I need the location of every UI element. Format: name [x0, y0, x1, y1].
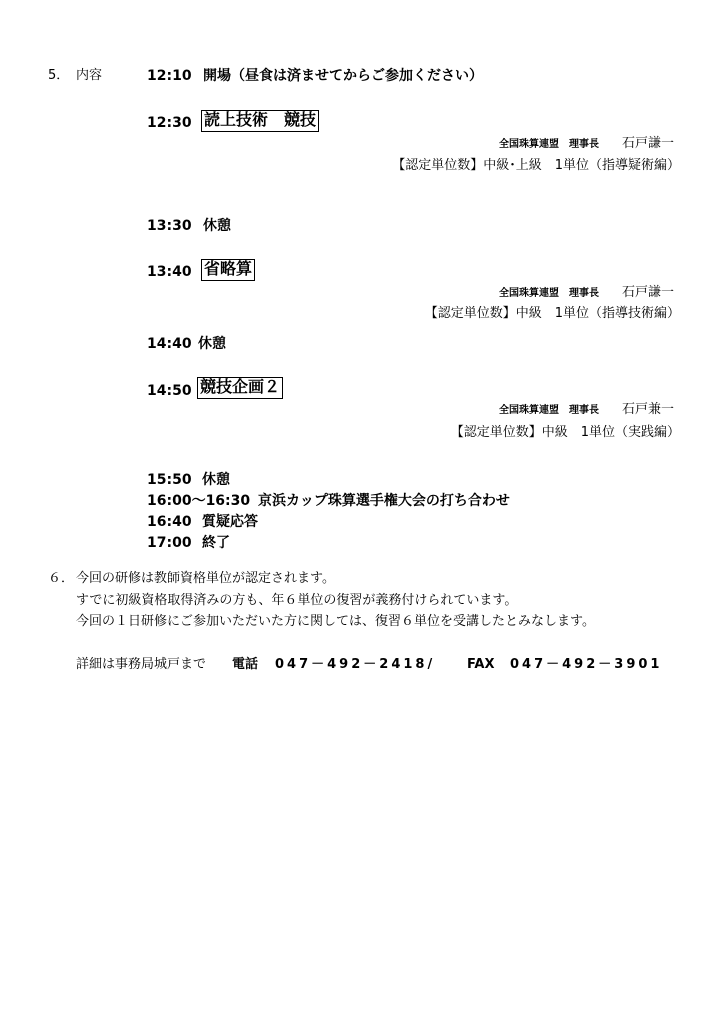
- section-line: すでに初級資格取得済みの方も、年６単位の復習が義務付けられています。: [76, 593, 518, 608]
- closing-time: 17:00: [147, 535, 192, 551]
- section-line: 今回の研修は教師資格単位が認定されます。: [76, 571, 335, 586]
- closing-label: 終了: [202, 535, 230, 551]
- section-label: 内容: [76, 68, 103, 83]
- section-number: 5．: [48, 68, 70, 83]
- contact-intro: 詳細は事務局城戸まで: [76, 657, 207, 672]
- closing-label: 質疑応答: [202, 514, 258, 530]
- session-title: 競技企画２: [197, 377, 283, 399]
- session-title-box: [201, 110, 319, 132]
- session-credit: 【認定単位数】中級 1単位（指導技術編）: [424, 306, 680, 321]
- opening-time: 12:10: [147, 68, 192, 84]
- section-line: 今回の１日研修にご参加いただいた方に関しては、復習６単位を受講したとみなします。: [76, 614, 595, 629]
- session-title: 省略算: [201, 259, 255, 281]
- closing-time: 16:00～16:30: [147, 493, 251, 509]
- session-person: 石戸謙一: [622, 285, 675, 300]
- session-person: 石戸謙一: [622, 136, 675, 151]
- closing-label: 休憩: [202, 472, 230, 488]
- session-org: 全国珠算連盟 理事長: [499, 288, 599, 299]
- session-time: 13:40: [147, 264, 192, 280]
- tel-label: 電話: [232, 657, 259, 672]
- session-credit: 【認定単位数】中級 1単位（実践編）: [450, 425, 680, 440]
- session-person: 石戸兼一: [622, 402, 675, 417]
- closing-label: 京浜カップ珠算選手権大会の打ち合わせ: [258, 493, 510, 509]
- closing-time: 15:50: [147, 472, 192, 488]
- opening-text: 開場（昼食は済ませてからご参加ください）: [203, 68, 483, 84]
- section-number: ６．: [48, 571, 75, 586]
- session-org: 全国珠算連盟 理事長: [499, 139, 599, 150]
- fax-number: 047－492－3901: [510, 657, 663, 672]
- session-title-box: [201, 259, 255, 281]
- session-time: 12:30: [147, 115, 192, 131]
- fax-label: FAX: [467, 657, 495, 672]
- closing-time: 16:40: [147, 514, 192, 530]
- session-credit: 【認定単位数】中級･上級 1単位（指導疑術編）: [392, 158, 680, 173]
- break-time: 14:40: [147, 336, 192, 352]
- break-time: 13:30: [147, 218, 192, 234]
- session-time: 14:50: [147, 383, 192, 399]
- session-title-box: [197, 377, 283, 399]
- break-label: 休憩: [203, 218, 231, 234]
- session-org: 全国珠算連盟 理事長: [499, 405, 599, 416]
- tel-number: 047－492－2418/: [275, 657, 436, 672]
- break-label: 休憩: [198, 336, 226, 352]
- session-title: 読上技術 競技: [201, 110, 319, 132]
